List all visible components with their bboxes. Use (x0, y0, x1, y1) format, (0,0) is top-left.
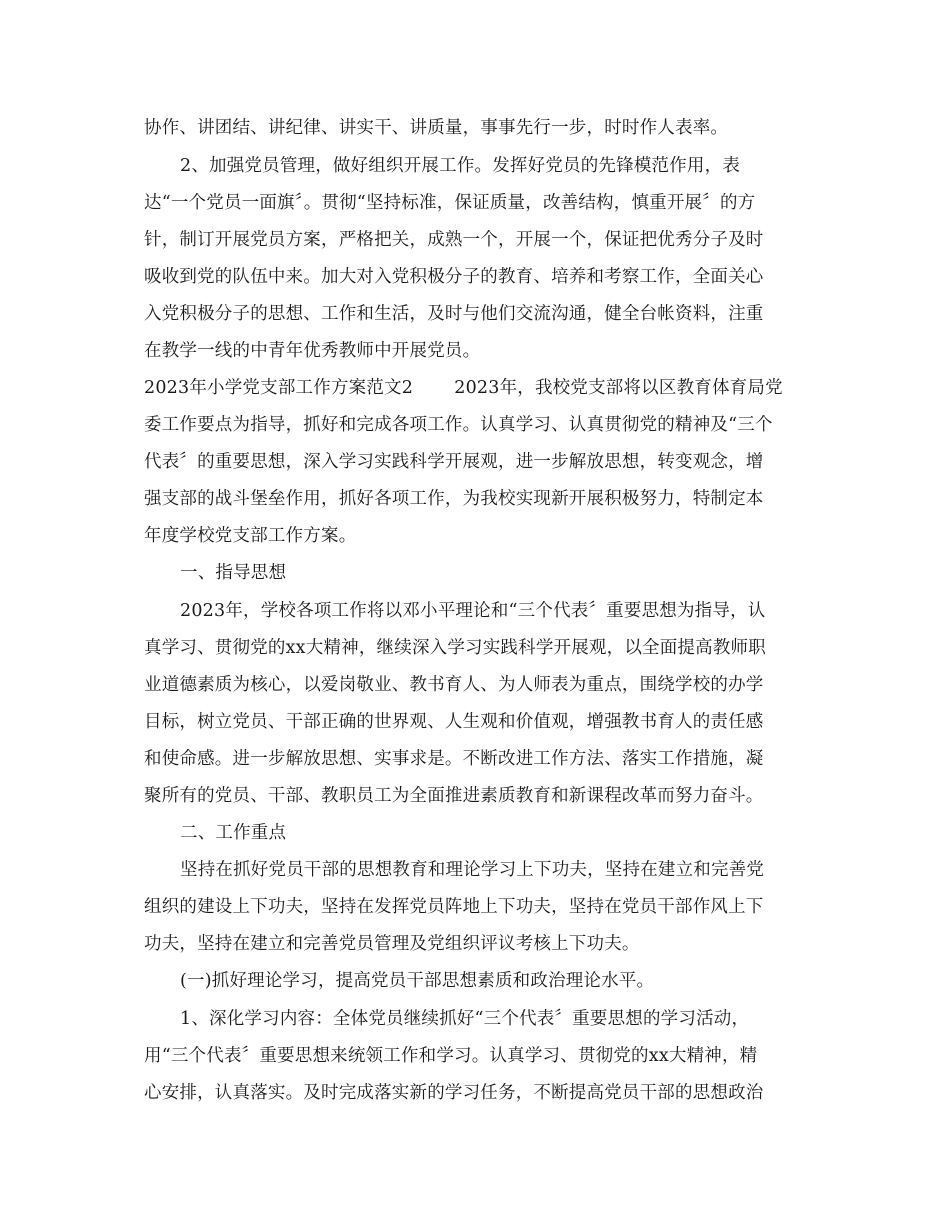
text-line: 2023年小学党支部工作方案范文2 2023年，我校党支部将以区教育体育局党 (144, 378, 783, 398)
text-line: 委工作要点为指导，抓好和完成各项工作。认真学习、认真贯彻党的精神及“三个 (144, 415, 773, 435)
text-line: 组织的建设上下功夫，坚持在发挥党员阵地上下功夫，坚持在党员干部作风上下 (144, 897, 764, 917)
text-line: 功夫，坚持在建立和完善党员管理及党组织评议考核上下功夫。 (144, 934, 640, 954)
text-line: 2、加强党员管理，做好组织开展工作。发挥好党员的先锋模范作用，表 (180, 156, 741, 176)
text-line: 业道德素质为核心，以爱岗敬业、教书育人、为人师表为重点，围绕学校的办学 (144, 675, 764, 695)
text-line: 吸收到党的队伍中来。加大对入党积极分子的教育、培养和考察工作，全面关心 (144, 267, 764, 287)
text-line: 强支部的战斗堡垒作用，抓好各项工作，为我校实现新开展积极努力，特制定本 (144, 489, 764, 509)
text-line: 用“三个代表〞重要思想来统领工作和学习。认真学习、贯彻党的xx大精神，精 (144, 1046, 758, 1066)
text-line: 1、深化学习内容：全体党员继续抓好“三个代表〞重要思想的学习活动， (180, 1009, 750, 1029)
text-line: 针，制订开展党员方案，严格把关，成熟一个，开展一个，保证把优秀分子及时 (144, 230, 764, 250)
text-line: 入党积极分子的思想、工作和生活，及时与他们交流沟通，健全台帐资料，注重 (144, 304, 764, 324)
text-line: 坚持在抓好党员干部的思想教育和理论学习上下功夫，坚持在建立和完善党 (180, 860, 765, 880)
text-line: 目标，树立党员、干部正确的世界观、人生观和价值观，增强教书育人的责任感 (144, 712, 764, 732)
text-line: 和使命感。进一步解放思想、实事求是。不断改进工作方法、落实工作措施，凝 (144, 749, 764, 769)
text-line: 协作、讲团结、讲纪律、讲实干、讲质量，事事先行一步，时时作人表率。 (144, 118, 729, 138)
text-line: 年度学校党支部工作方案。 (144, 526, 357, 546)
text-line: 聚所有的党员、干部、教职员工为全面推进素质教育和新课程改革而努力奋斗。 (144, 786, 764, 806)
text-line: 代表〞的重要思想，深入学习实践科学开展观，进一步解放思想，转变观念，增 (144, 452, 764, 472)
section-heading: 二、工作重点 (180, 823, 287, 843)
subsection-heading: (一)抓好理论学习，提高党员干部思想素质和政治理论水平。 (180, 971, 655, 991)
text-line: 达“一个党员一面旗〞。贯彻“坚持标准，保证质量，改善结构，慎重开展〞的方 (144, 193, 756, 213)
text-line: 2023年，学校各项工作将以邓小平理论和“三个代表〞重要思想为指导，认 (180, 601, 766, 621)
text-line: 心安排，认真落实。及时完成落实新的学习任务，不断提高党员干部的思想政治 (144, 1083, 764, 1103)
section-heading: 一、指导思想 (180, 563, 287, 583)
text-line: 真学习、贯彻党的xx大精神，继续深入学习实践科学开展观，以全面提高教师职 (144, 638, 766, 658)
text-line: 在教学一线的中青年优秀教师中开展党员。 (144, 341, 481, 361)
